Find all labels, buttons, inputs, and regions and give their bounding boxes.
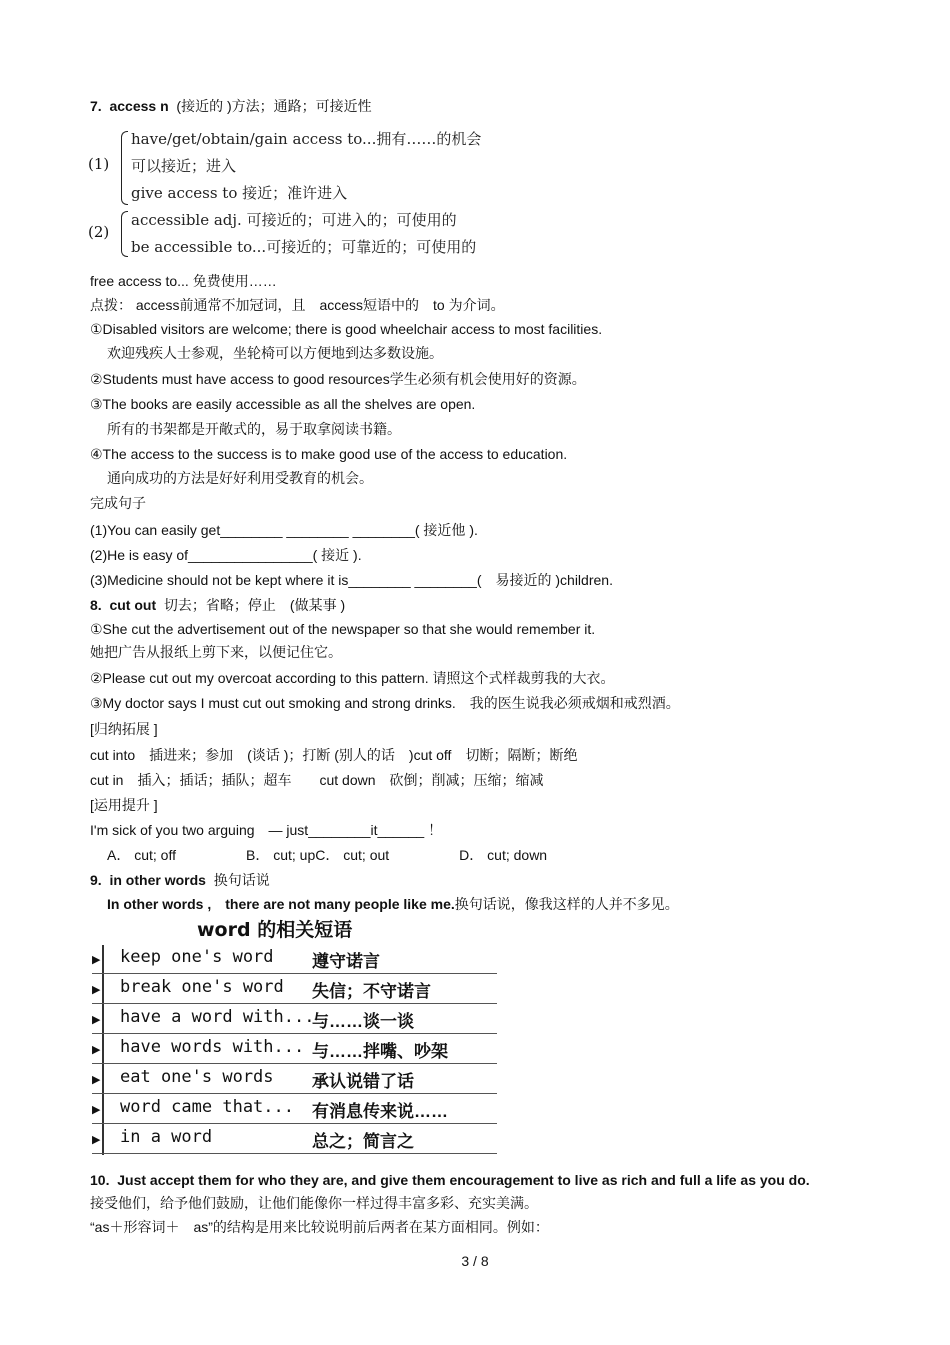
item7-example-2: ②Students must have access to good resources学生必须有机会使用好的资源。 — [90, 371, 586, 387]
group1-line-a: have/get/obtain/gain access to...拥有……的机会 — [131, 130, 482, 148]
item8-example-1-cn: 她把广告从报纸上剪下来，以便记住它。 — [90, 644, 342, 660]
table-row — [92, 1123, 497, 1154]
complete-sentences-heading: 完成句子 — [90, 495, 146, 511]
item9-example — [107, 895, 679, 913]
table-row — [92, 1093, 497, 1124]
item10-title: Just accept them for who they are, and give them encouragement to live as rich and full a life as you do. — [117, 1172, 810, 1188]
item7-title: access n — [109, 98, 169, 114]
free-access-line: free access to... 免费使用…… — [90, 273, 277, 289]
group1-brace — [121, 131, 128, 205]
item7-example-4: ④The access to the success is to make good use of the access to education. — [90, 446, 568, 462]
group1-label: (1) — [88, 155, 110, 173]
item8-number: 8. — [90, 597, 102, 613]
item7-desc: (接近的 )方法；通路；可接近性 — [176, 98, 372, 114]
phrase-cn: 有消息传来说…… — [312, 1102, 448, 1121]
item7-heading — [90, 97, 372, 115]
apply-heading: [运用提升 ] — [90, 797, 158, 813]
item8-example-2: ②Please cut out my overcoat according to this pattern. 请照这个式样裁剪我的大衣。 — [90, 670, 615, 686]
phrase-cn: 遵守诺言 — [312, 952, 380, 971]
page-number: 3 / 8 — [461, 1253, 489, 1269]
summary-line-1: cut into 插进来；参加 (谈话 )；打断 (别人的话 )cut off 切断；隔断；断绝 — [90, 747, 578, 763]
access-phrases-image — [88, 125, 548, 260]
item7-example-3: ③The books are easily accessible as all the shelves are open. — [90, 396, 476, 412]
item7-example-3-cn: 所有的书架都是开敞式的，易于取拿阅读书籍。 — [107, 421, 401, 437]
phrase-en: in a word — [120, 1127, 213, 1147]
phrase-cn: 失信；不守诺言 — [312, 982, 431, 1001]
table-title: word 的相关短语 — [197, 919, 353, 941]
item7-number: 7. — [90, 98, 102, 114]
arrow-icon: ▶ — [92, 984, 101, 996]
group2-brace — [121, 211, 128, 257]
item9-heading — [90, 871, 270, 889]
table-row — [92, 1003, 497, 1034]
phrase-cn: 承认说错了话 — [312, 1072, 414, 1091]
group2-label: (2) — [88, 223, 110, 241]
group2-line-a: accessible adj. 可接近的；可进入的；可使用的 — [131, 211, 457, 229]
item8-example-3: ③My doctor says I must cut out smoking and strong drinks. 我的医生说我必须戒烟和戒烈酒。 — [90, 695, 680, 711]
word-phrases-table — [92, 913, 502, 1158]
item9-example-en: In other words , there are not many people like me. — [107, 896, 455, 912]
item7-example-1-cn: 欢迎残疾人士参观，坐轮椅可以方便地到达多数设施。 — [107, 345, 443, 361]
item7-example-1: ①Disabled visitors are welcome; there is good wheelchair access to most facilities. — [90, 321, 603, 337]
phrase-en: keep one's word — [120, 947, 274, 967]
item10-number: 10. — [90, 1172, 110, 1188]
item8-title: cut out — [109, 597, 157, 613]
item9-number: 9. — [90, 872, 102, 888]
quiz-question: I'm sick of you two arguing — just________it______ ！ — [90, 822, 443, 838]
phrase-cn: 与……拌嘴、吵架 — [312, 1042, 448, 1061]
exercise-1: (1)You can easily get________ ________ ________( 接近他 ). — [90, 522, 478, 538]
arrow-icon: ▶ — [92, 1044, 101, 1056]
phrase-cn: 与……谈一谈 — [312, 1012, 414, 1031]
phrase-en: eat one's words — [120, 1067, 274, 1087]
item8-heading — [90, 596, 345, 614]
item10-translation: 接受他们，给予他们鼓励，让他们能像你一样过得丰富多彩、充实美满。 — [90, 1195, 538, 1211]
group1-line-b: 可以接近；进入 — [131, 157, 237, 175]
tip-line: 点拨： access前通常不加冠词，且 access短语中的 to 为介词。 — [90, 297, 505, 313]
quiz-options: A． cut; off B． cut; upC． cut; out D． cut; down — [107, 847, 548, 863]
exercise-2: (2)He is easy of________________( 接近 ). — [90, 547, 362, 563]
phrase-en: break one's word — [120, 977, 284, 997]
group1-line-c: give access to 接近；准许进入 — [131, 184, 348, 202]
item8-desc: 切去；省略；停止 (做某事 ) — [163, 597, 346, 613]
arrow-icon: ▶ — [92, 954, 101, 966]
summary-heading: [归纳拓展 ] — [90, 721, 158, 737]
summary-line-2: cut in 插入；插话；插队；超车 cut down 砍倒；削减；压缩；缩减 — [90, 772, 544, 788]
phrase-en: have a word with... — [120, 1007, 315, 1027]
table-row — [92, 1033, 497, 1064]
item9-desc: 换句话说 — [213, 872, 270, 888]
arrow-icon: ▶ — [92, 1134, 101, 1146]
table-row — [92, 943, 497, 974]
arrow-icon: ▶ — [92, 1014, 101, 1026]
phrase-en: have words with... — [120, 1037, 305, 1057]
table-row — [92, 973, 497, 1004]
arrow-icon: ▶ — [92, 1104, 101, 1116]
item8-example-1: ①She cut the advertisement out of the newspaper so that she would remember it. — [90, 621, 596, 637]
item10-note: “as＋形容词＋ as”的结构是用来比较说明前后两者在某方面相同。例如： — [90, 1219, 549, 1235]
phrase-cn: 总之；简言之 — [312, 1132, 414, 1151]
item9-title: in other words — [109, 872, 206, 888]
item10-heading — [90, 1171, 810, 1189]
item7-example-4-cn: 通向成功的方法是好好利用受教育的机会。 — [107, 470, 373, 486]
item9-example-cn: 换句话说，像我这样的人并不多见。 — [454, 896, 679, 912]
table-row — [92, 1063, 497, 1094]
phrase-en: word came that... — [120, 1097, 294, 1117]
group2-line-b: be accessible to...可接近的；可靠近的；可使用的 — [131, 238, 477, 256]
arrow-icon: ▶ — [92, 1074, 101, 1086]
exercise-3: (3)Medicine should not be kept where it is________ ________( 易接近的 )children. — [90, 572, 613, 588]
